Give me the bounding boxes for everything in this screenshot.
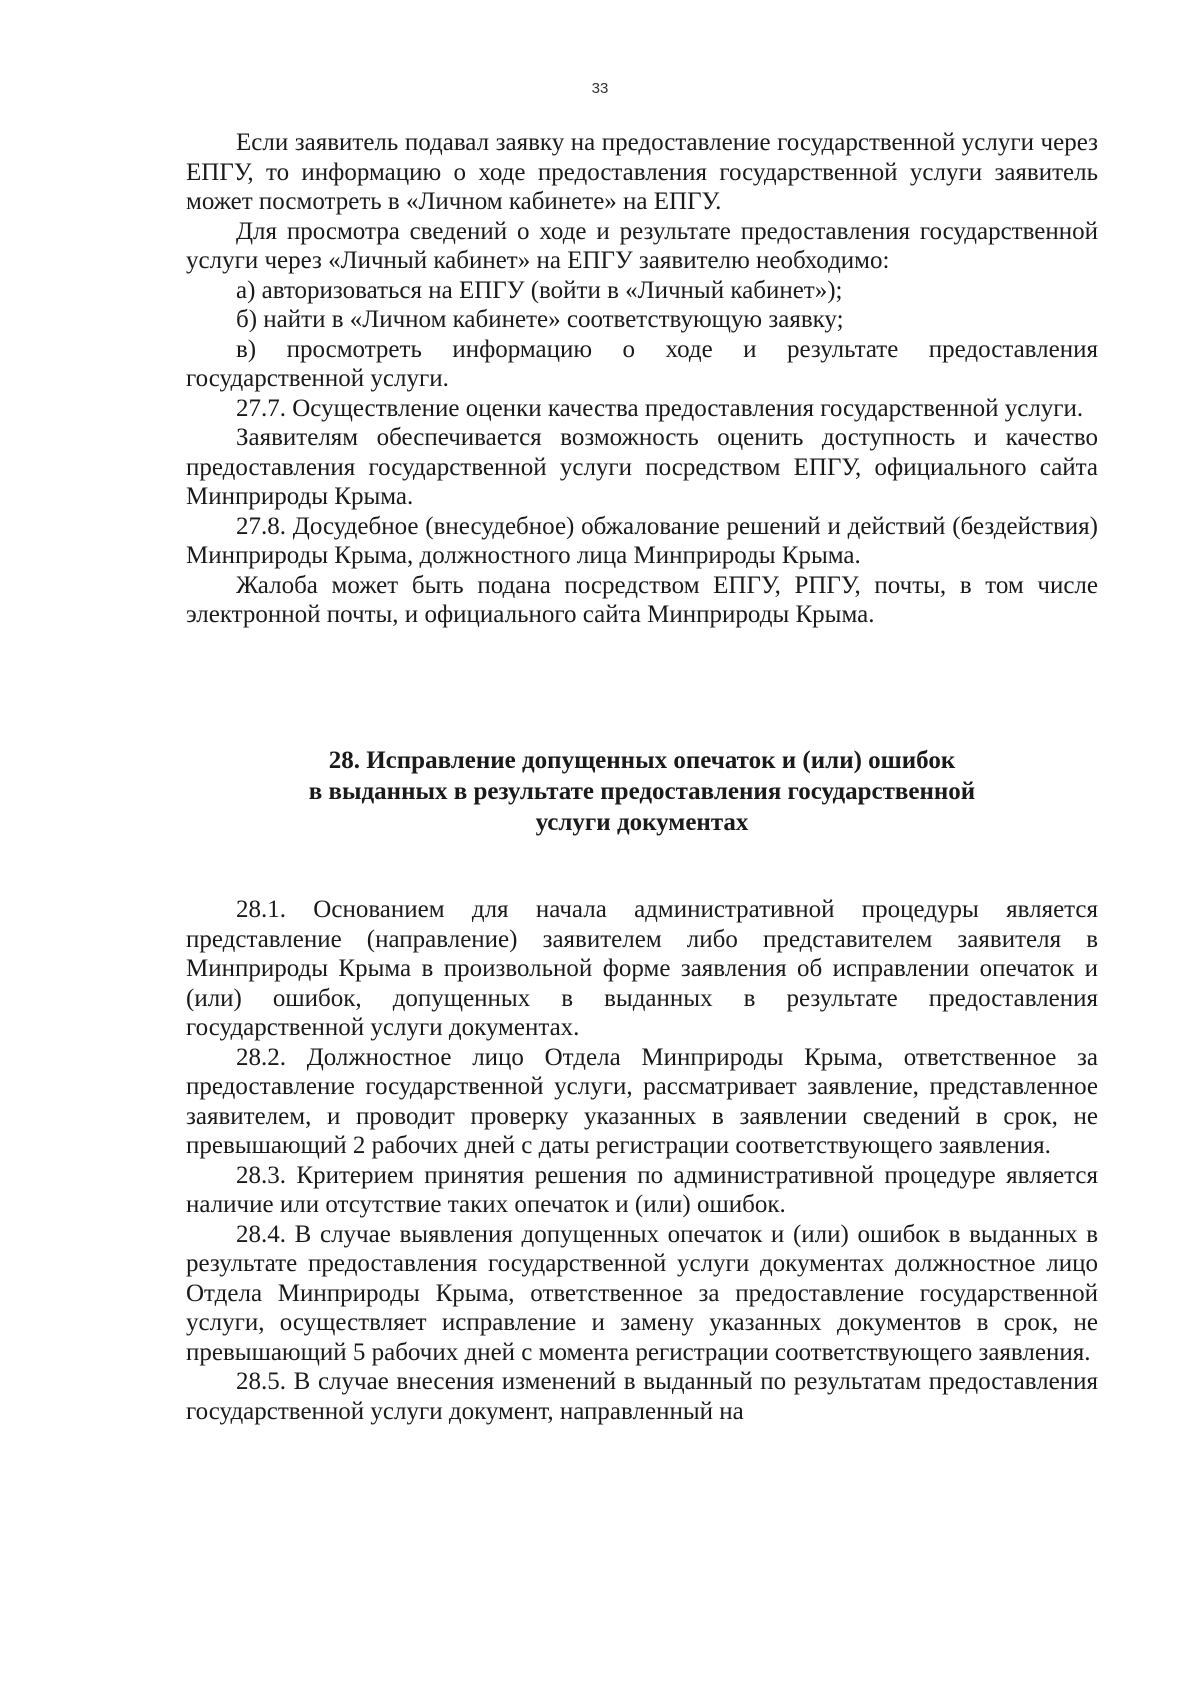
body-text-top (186, 128, 1098, 630)
clause-27-8: 27.8. Досудебное (внесудебное) обжалование решений и действий (бездействия) Минприроды Крыма, должностного лица Минприроды Крыма. (186, 512, 1098, 569)
clause-28-4: 28.4. В случае выявления допущенных опечаток и (или) ошибок в выданных в результате предоставления государственной услуги документах должностное лицо Отдела Минприроды Крыма, ответственное за предоставление государственной услуги, осуществляет исправление и замену указанных документов в срок, не превышающий 5 рабочих дней с момента регистрации соответствующего заявления. (186, 1220, 1098, 1366)
paragraph-epgu-cabinet: Если заявитель подавал заявку на предоставление государственной услуги через ЕПГУ, то информацию о ходе предоставления государственной услуги заявитель может посмотреть в «Личном кабинете» на ЕПГУ. (186, 129, 1098, 215)
clause-28-1: 28.1. Основанием для начала административной процедуры является представление (направление) заявителем либо представителем заявителя в Минприроды Крыма в произвольной форме заявления об исправлении опечаток и (или) ошибок, допущенных в выданных в результате предоставления государственной услуги документах. (186, 896, 1098, 1041)
section-heading-line-1: 28. Исправление допущенных опечаток и (или) ошибок (328, 747, 956, 774)
list-item-b: б) найти в «Личном кабинете» соответствующую заявку; (236, 306, 844, 333)
section-heading-line-2: в выданных в результате предоставления государственной (308, 778, 976, 805)
clause-28-3: 28.3. Критерием принятия решения по административной процедуре является наличие или отсутствие таких опечаток и (или) ошибок. (186, 1161, 1098, 1218)
section-heading-line-3: услуги документах (535, 809, 749, 836)
page-number: 33 (591, 80, 609, 97)
list-item-a: а) авторизоваться на ЕПГУ (войти в «Личный кабинет»); (236, 276, 843, 304)
paragraph-quality-assessment: Заявителям обеспечивается возможность оценить доступность и качество предоставления государственной услуги посредством ЕПГУ, официального сайта Минприроды Крыма. (186, 424, 1098, 510)
clause-28-5: 28.5. В случае внесения изменений в выданный по результатам предоставления государственной услуги документ, направленный на (186, 1368, 1098, 1425)
paragraph-view-steps-intro: Для просмотра сведений о ходе и результате предоставления государственной услуги через «Личный кабинет» на ЕПГУ заявителю необходимо: (186, 217, 1098, 274)
paragraph-complaint: Жалоба может быть подана посредством ЕПГУ, РПГУ, почты, в том числе электронной почты, и официального сайта Минприроды Крыма. (186, 571, 1098, 628)
body-text-bottom (186, 895, 1098, 1426)
clause-28-2: 28.2. Должностное лицо Отдела Минприроды Крыма, ответственное за предоставление государственной услуги, рассматривает заявление, представленное заявителем, и проводит проверку указанных в заявлении сведений в срок, не превышающий 2 рабочих дней с даты регистрации соответствующего заявления. (186, 1043, 1098, 1159)
clause-27-7: 27.7. Осуществление оценки качества предоставления государственной услуги. (236, 394, 1084, 422)
list-item-c: в) просмотреть информацию о ходе и результате предоставления государственной услуги. (186, 335, 1098, 392)
section-heading-28 (186, 745, 1098, 838)
